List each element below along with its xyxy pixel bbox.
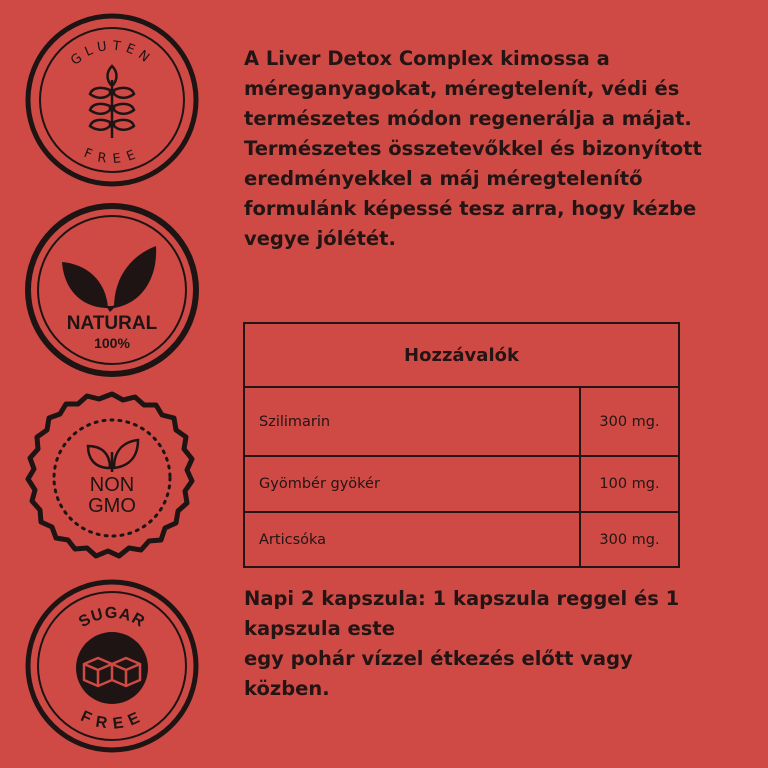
table-row bbox=[245, 388, 678, 457]
table-row bbox=[245, 513, 678, 566]
badge-bottom-text: FREE bbox=[81, 145, 143, 168]
gluten-free-seal bbox=[22, 10, 202, 190]
gluten-free-badge bbox=[22, 10, 202, 190]
ingredient-amount: 300 mg. bbox=[599, 531, 660, 548]
leaves-icon bbox=[62, 246, 156, 312]
badge-line2: GMO bbox=[88, 495, 136, 517]
ingredient-amount: 100 mg. bbox=[599, 476, 660, 492]
description-paragraph-1: A Liver Detox Complex kimossa a méreganyagokat, méregtelenít, védi és természetes módon regenerálja a májat. bbox=[244, 47, 692, 130]
ingredients-table-title: Hozzávalók bbox=[245, 324, 678, 388]
svg-text:FREE bbox=[78, 708, 146, 733]
product-description bbox=[244, 44, 714, 254]
sugar-cubes-icon bbox=[76, 632, 148, 704]
non-gmo-badge bbox=[22, 388, 202, 568]
svg-text:SUGAR bbox=[76, 605, 148, 631]
description-paragraph-2: Természetes összetevőkkel és bizonyított eredményekkel a máj méregtelenítő formulánk képessé tesz arra, hogy kézbe vegye jólétét. bbox=[244, 137, 702, 250]
svg-text:GLUTEN bbox=[68, 39, 156, 69]
ingredient-amount: 300 mg. bbox=[599, 413, 660, 430]
non-gmo-seal bbox=[22, 388, 202, 568]
ingredient-name: Articsóka bbox=[245, 513, 581, 566]
leaf-sprout-icon bbox=[88, 440, 138, 472]
badge-top-text: GLUTEN bbox=[68, 38, 156, 69]
ingredient-name: Szilimarin bbox=[245, 388, 581, 455]
table-row bbox=[245, 457, 678, 513]
natural-seal bbox=[22, 200, 202, 380]
badge-top-text: SUGAR bbox=[75, 604, 148, 632]
svg-text:FREE bbox=[82, 146, 143, 167]
badge-line1: NATURAL bbox=[66, 313, 158, 334]
badge-bottom-text: FREE bbox=[77, 707, 146, 733]
ingredient-name: Gyömbér gyökér bbox=[245, 457, 581, 511]
dosage-line-2: egy pohár vízzel étkezés előtt vagy közben. bbox=[244, 647, 633, 700]
ingredients-table bbox=[243, 322, 680, 568]
badge-line1: NON bbox=[89, 474, 135, 496]
wheat-icon bbox=[90, 66, 134, 138]
sugar-free-seal bbox=[22, 576, 202, 756]
natural-badge bbox=[22, 200, 202, 380]
sugar-free-badge bbox=[22, 576, 202, 756]
dosage-line-1: Napi 2 kapszula: 1 kapszula reggel és 1 kapszula este bbox=[244, 587, 680, 640]
badge-line2: 100% bbox=[94, 335, 130, 351]
dosage-instructions bbox=[244, 584, 714, 704]
